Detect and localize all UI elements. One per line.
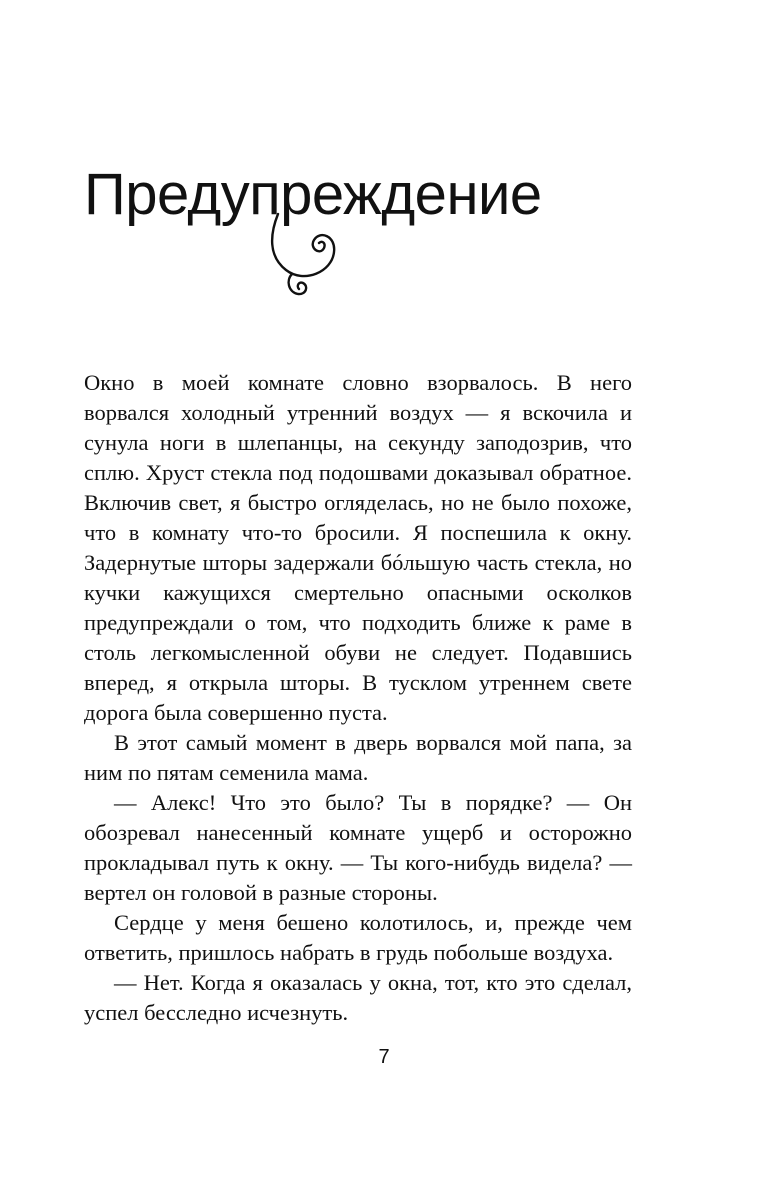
page-number: 7	[378, 1046, 390, 1068]
paragraph: Сердце у меня бешено колотилось, и, прежде чем ответить, пришлось набрать в грудь побольше воздуха.	[84, 910, 632, 965]
chapter-title: Предупреждение	[84, 162, 542, 227]
paragraph: Окно в моей комнате словно взорвалось. В него ворвался холодный утренний воздух — я вскочила и сунула ноги в шлепанцы, на секунду заподозрив, что сплю. Хруст стекла под подошвами доказывал обратное. Включив свет, я быстро огляделась, но не было похоже, что в комнату что-то бросили. Я поспешила к окну. Задернутые шторы задержали бóльшую часть стекла, но кучки кажущихся смертельно опасными осколков предупреждали о том, что подходить ближе к раме в столь легкомысленной обуви не следует. Подавшись вперед, я открыла шторы. В тусклом утреннем свете дорога была совершенно пуста.	[84, 370, 632, 725]
flourish-ornament-icon	[262, 212, 342, 302]
paragraph: — Алекс! Что это было? Ты в порядке? — Он обозревал нанесенный комнате ущерб и осторожно прокладывал путь к окну. — Ты кого-нибудь видела? — вертел он головой в разные стороны.	[84, 790, 632, 905]
paragraph: В этот самый момент в дверь ворвался мой папа, за ним по пятам семенила мама.	[84, 730, 632, 785]
body-text	[84, 368, 632, 1028]
paragraph: — Нет. Когда я оказалась у окна, тот, кто это сделал, успел бесследно исчезнуть.	[84, 970, 632, 1025]
